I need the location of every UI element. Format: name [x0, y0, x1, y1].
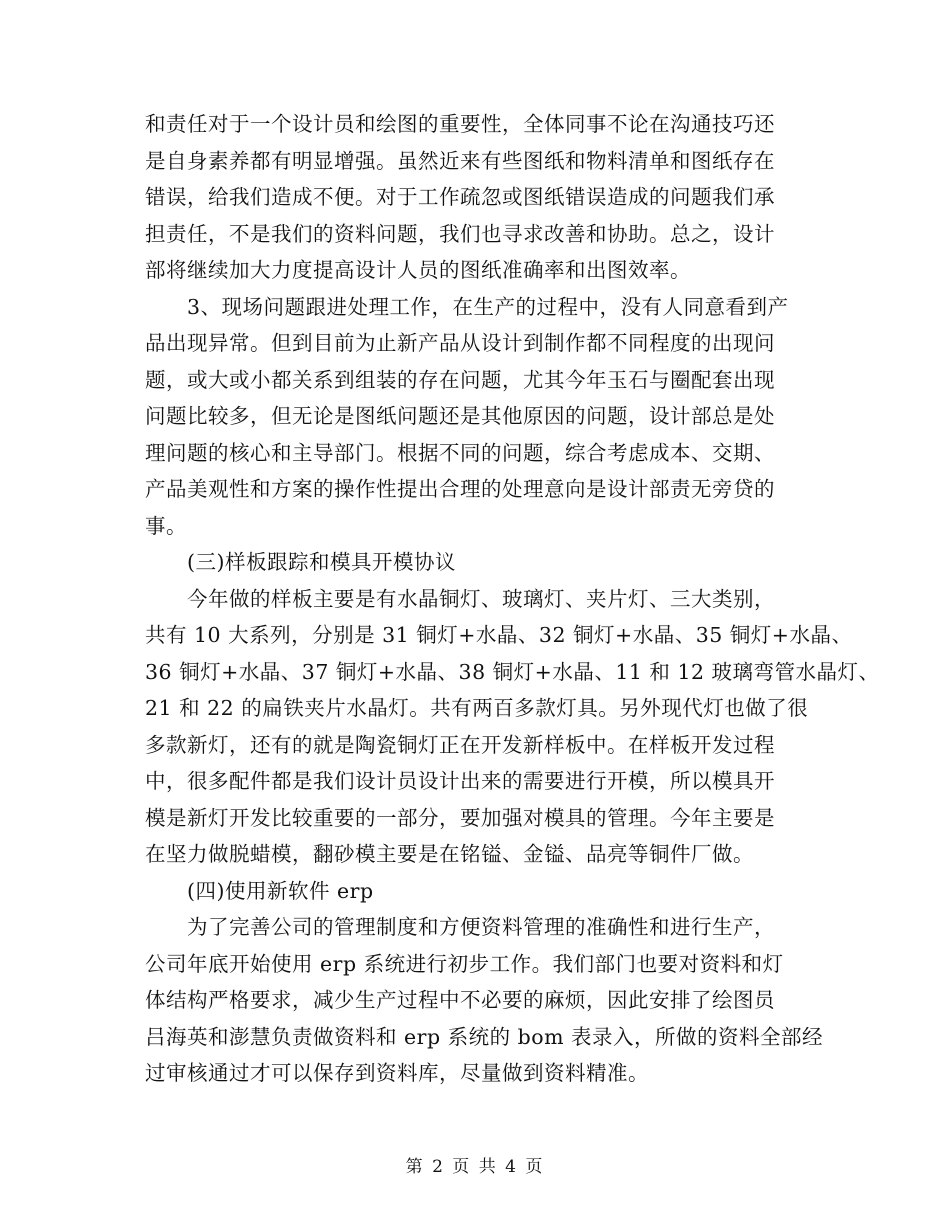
text-line: 产品美观性和方案的操作性提出合理的处理意向是设计部责无旁贷的: [145, 477, 775, 501]
text-line: (四)使用新软件 erp: [187, 878, 374, 903]
text-line: 是自身素养都有明显增强。虽然近来有些图纸和物料清单和图纸存在: [145, 148, 775, 173]
text-line: 公司年底开始使用 erp 系统进行初步工作。我们部门也要对资料和灯: [145, 951, 784, 976]
text-line: 中，很多配件都是我们设计员设计出来的需要进行开模，所以模具开: [145, 769, 775, 793]
page-footer: 第 2 页 共 4 页: [405, 1157, 545, 1177]
text-line: 共有 10 大系列，分别是 31 铜灯+水晶、32 铜灯+水晶、35 铜灯+水晶、: [145, 623, 853, 647]
text-line: 21 和 22 的扁铁夹片水晶灯。共有两百多款灯具。另外现代灯也做了很: [145, 696, 809, 720]
text-line: 模是新灯开发比较重要的一部分，要加强对模具的管理。今年主要是: [145, 805, 775, 830]
document-body: [145, 106, 880, 1092]
text-line: 理问题的核心和主导部门。根据不同的问题，综合考虑成本、交期、: [145, 440, 775, 465]
text-line: 和责任对于一个设计员和绘图的重要性，全体同事不论在沟通技巧还: [145, 112, 775, 136]
text-line: 过审核通过才可以保存到资料库，尽量做到资料精准。: [145, 1061, 649, 1085]
text-line: 36 铜灯+水晶、37 铜灯+水晶、38 铜灯+水晶、11 和 12 玻璃弯管水晶灯、: [145, 659, 880, 684]
text-line: 部将继续加大力度提高设计人员的图纸准确率和出图效率。: [145, 258, 691, 282]
text-line: 体结构严格要求，减少生产过程中不必要的麻烦，因此安排了绘图员: [145, 988, 775, 1012]
text-line: 今年做的样板主要是有水晶铜灯、玻璃灯、夹片灯、三大类别，: [187, 586, 775, 611]
text-line: 为了完善公司的管理制度和方便资料管理的准确性和进行生产，: [187, 915, 775, 939]
text-line: 问题比较多，但无论是图纸问题还是其他原因的问题，设计部总是处: [145, 404, 775, 428]
text-line: 错误，给我们造成不便。对于工作疏忽或图纸错误造成的问题我们承: [145, 185, 775, 209]
text-line: 在坚力做脱蜡模，翻砂模主要是在铭镒、金镒、品亮等铜件厂做。: [145, 842, 754, 866]
text-line: 多款新灯，还有的就是陶瓷铜灯正在开发新样板中。在样板开发过程: [145, 732, 775, 757]
text-line: (三)样板跟踪和模具开模协议: [187, 550, 456, 574]
text-line: 题，或大或小都关系到组装的存在问题，尤其今年玉石与圈配套出现: [145, 367, 775, 392]
text-line: 吕海英和澎慧负责做资料和 erp 系统的 bom 表录入，所做的资料全部经: [145, 1024, 824, 1049]
text-line: 事。: [145, 513, 187, 538]
text-line: 担责任，不是我们的资料问题，我们也寻求改善和协助。总之，设计: [145, 221, 775, 246]
text-line: 品出现异常。但到目前为止新产品从设计到制作都不同程度的出现问: [145, 331, 775, 355]
text-line: 3、现场问题跟进处理工作，在生产的过程中，没有人同意看到产: [187, 294, 789, 319]
